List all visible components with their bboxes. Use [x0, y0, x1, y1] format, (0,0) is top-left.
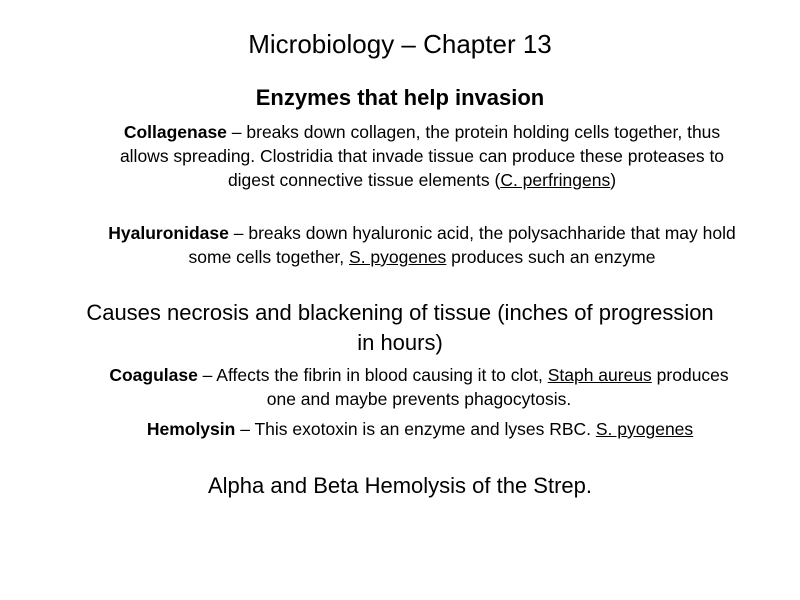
coagulase-text-end: produces one and maybe prevents phagocytosis. — [266, 365, 729, 409]
hyaluronidase-text: – breaks down hyaluronic acid, the polysachharide that may hold some cells together, — [188, 223, 736, 267]
hyaluronidase-paragraph — [86, 221, 758, 269]
coagulase-term: Coagulase — [109, 365, 198, 385]
hemolysis-note: Alpha and Beta Hemolysis of the Strep. — [208, 473, 592, 498]
coagulase-organism: Staph aureus — [547, 365, 652, 385]
hemolysin-organism: S. pyogenes — [595, 419, 694, 439]
collagenase-term: Collagenase — [123, 122, 227, 142]
hemolysin-text: – This exotoxin is an enzyme and lyses RBC. — [235, 419, 596, 439]
slide-subtitle: Enzymes that help invasion — [255, 85, 545, 110]
collagenase-text-end: ) — [610, 170, 617, 190]
collagenase-organism: C. perfringens — [500, 170, 611, 190]
collagenase-text: – breaks down collagen, the protein holding cells together, thus allows spreading. Clostridia that invade tissue can produce these proteases to digest connective tissue elements ( — [119, 122, 725, 190]
coagulase-text: – Affects the fibrin in blood causing it to clot, — [197, 365, 548, 385]
hyaluronidase-term: Hyaluronidase — [108, 223, 229, 243]
slide-title: Microbiology – Chapter 13 — [248, 29, 552, 59]
coagulase-paragraph — [104, 363, 734, 411]
hyaluronidase-organism: S. pyogenes — [349, 247, 447, 267]
hemolysin-paragraph — [110, 417, 730, 441]
necrosis-note: Causes necrosis and blackening of tissue (inches of progression in hours) — [86, 300, 714, 355]
hemolysin-term: Hemolysin — [146, 419, 236, 439]
hyaluronidase-text-end: produces such an enzyme — [446, 247, 656, 267]
collagenase-paragraph — [108, 120, 736, 192]
